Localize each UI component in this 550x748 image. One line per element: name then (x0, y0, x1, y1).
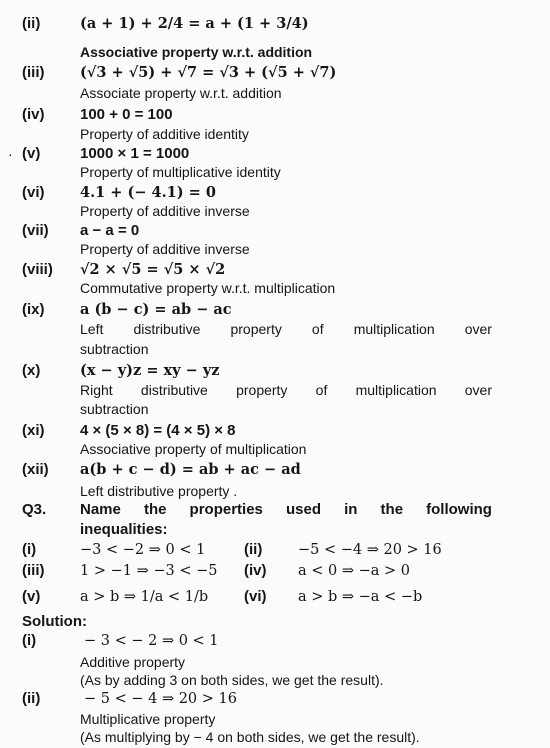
item-vii-desc (0, 239, 550, 259)
item-xii-desc (0, 481, 550, 501)
item-description: Associative property of multiplication (80, 441, 307, 457)
solution-part-i (0, 631, 550, 651)
item-iii (0, 63, 550, 83)
solution-expr: − 5 < − 4 ⇒ 20 > 16 (84, 691, 237, 707)
solution-part-i-reason (0, 670, 550, 690)
word: over (464, 382, 492, 398)
word: used (286, 501, 322, 518)
inequality-label: (v) (22, 588, 41, 605)
inequality-expr: a > b ⇒ 1/a < 1/b (80, 589, 209, 605)
inequality-row-3 (0, 587, 550, 607)
item-equation: (a + 1) + 2/4 = a + (1 + 3/4) (80, 15, 309, 32)
word: multiplication (355, 382, 437, 398)
item-xi-desc (0, 439, 550, 459)
question-line-2: inequalities: (80, 521, 168, 538)
item-x (0, 361, 550, 381)
word: multiplication (353, 321, 435, 337)
item-description: Property of multiplicative identity (80, 164, 281, 180)
solution-expr: − 3 < − 2 ⇒ 0 < 1 (84, 633, 219, 649)
solution-property: Multiplicative property (80, 711, 216, 727)
item-v (0, 144, 550, 164)
item-description: Left distributive property . (80, 483, 238, 499)
word: distributive (140, 382, 208, 398)
item-description: Associative property w.r.t. addition (80, 44, 313, 60)
margin-dot: · (8, 146, 13, 162)
inequality-expr: a > b ⇒ −a < −b (298, 589, 423, 605)
item-viii-desc (0, 278, 550, 298)
word: in (344, 501, 358, 518)
word: following (426, 501, 492, 518)
item-description: Commutative property w.r.t. multiplication (80, 280, 336, 296)
inequality-row-1 (0, 540, 550, 560)
inequality-label: (i) (22, 541, 37, 558)
item-description-justified (80, 319, 492, 339)
word: over (464, 321, 492, 337)
word: distributive (133, 321, 201, 337)
item-label: (x) (22, 362, 41, 379)
inequality-label: (iii) (22, 562, 45, 579)
item-label: (xii) (22, 461, 49, 478)
solution-property: Additive property (80, 654, 186, 670)
item-equation: √2 × √5 = √5 × √2 (80, 261, 226, 278)
item-label: (xi) (22, 422, 45, 439)
solution-reason: (As multiplying by − 4 on both sides, we get the result). (80, 729, 420, 745)
question-3 (0, 500, 550, 540)
item-description-justified (80, 380, 492, 400)
item-x-desc-line2 (0, 399, 550, 419)
item-equation: a − a = 0 (80, 222, 140, 239)
item-ii (0, 14, 550, 34)
item-ii-desc (0, 42, 550, 62)
item-equation: a(b + c − d) = ab + ac − ad (80, 461, 301, 478)
item-description: Property of additive identity (80, 126, 249, 142)
inequality-label: (vi) (244, 588, 267, 605)
item-equation: 4.1 + (− 4.1) = 0 (80, 184, 216, 201)
item-description: subtraction (80, 401, 149, 417)
item-equation: (x − y)z = xy − yz (80, 362, 220, 379)
solution-heading: Solution: (22, 613, 87, 630)
item-v-desc (0, 162, 550, 182)
word: of (311, 321, 324, 337)
inequality-expr: −3 < −2 ⇒ 0 < 1 (80, 542, 206, 558)
solution-label: (ii) (22, 690, 41, 707)
item-label: (iv) (22, 106, 45, 123)
item-label: (v) (22, 145, 41, 162)
solution-part-ii-reason (0, 727, 550, 747)
inequality-label: (iv) (244, 562, 267, 579)
question-label: Q3. (22, 501, 47, 518)
word: of (315, 382, 328, 398)
item-description: Property of additive inverse (80, 241, 250, 257)
item-x-desc-line1 (0, 380, 550, 400)
item-equation: (√3 + √5) + √7 = √3 + (√5 + √7) (80, 64, 337, 81)
item-equation: 1000 × 1 = 1000 (80, 145, 190, 162)
item-vi (0, 183, 550, 203)
item-iv-desc (0, 124, 550, 144)
word: Name (80, 501, 121, 518)
item-ix (0, 300, 550, 320)
item-description: Associate property w.r.t. addition (80, 85, 282, 101)
item-ix-desc-line1 (0, 319, 550, 339)
word: the (380, 501, 404, 518)
item-xii (0, 460, 550, 480)
inequality-expr: 1 > −1 ⇒ −3 < −5 (80, 563, 218, 579)
item-label: (vii) (22, 222, 49, 239)
word: Right (80, 382, 113, 398)
item-label: (vi) (22, 184, 45, 201)
solution-part-i-property (0, 652, 550, 672)
item-description: Property of additive inverse (80, 203, 250, 219)
item-vii (0, 221, 550, 241)
item-label: (viii) (22, 261, 53, 278)
item-label: (ii) (22, 15, 41, 32)
item-ix-desc-line2 (0, 339, 550, 359)
item-label: (iii) (22, 64, 45, 81)
word: Left (80, 321, 104, 337)
item-vi-desc (0, 201, 550, 221)
item-xi (0, 421, 550, 441)
item-equation: 100 + 0 = 100 (80, 106, 173, 123)
inequality-expr: −5 < −4 ⇒ 20 > 16 (298, 542, 442, 558)
item-viii (0, 260, 550, 280)
word: property (230, 321, 282, 337)
item-iii-desc (0, 83, 550, 103)
item-iv (0, 105, 550, 125)
question-text (80, 500, 492, 540)
item-equation: a (b − c) = ab − ac (80, 301, 232, 318)
solution-part-ii-property (0, 709, 550, 729)
solution-label: (i) (22, 632, 37, 649)
word: property (236, 382, 288, 398)
item-label: (ix) (22, 301, 45, 318)
solution-reason: (As by adding 3 on both sides, we get the result). (80, 672, 384, 688)
question-line-1 (80, 500, 492, 520)
item-description: subtraction (80, 341, 149, 357)
inequality-row-2 (0, 561, 550, 581)
inequality-expr: a < 0 ⇒ −a > 0 (298, 563, 410, 579)
inequality-label: (ii) (244, 541, 263, 558)
word: properties (189, 501, 263, 518)
solution-part-ii (0, 689, 550, 709)
item-equation: 4 × (5 × 8) = (4 × 5) × 8 (80, 422, 236, 439)
word: the (143, 501, 167, 518)
solution-heading-row (0, 612, 550, 632)
